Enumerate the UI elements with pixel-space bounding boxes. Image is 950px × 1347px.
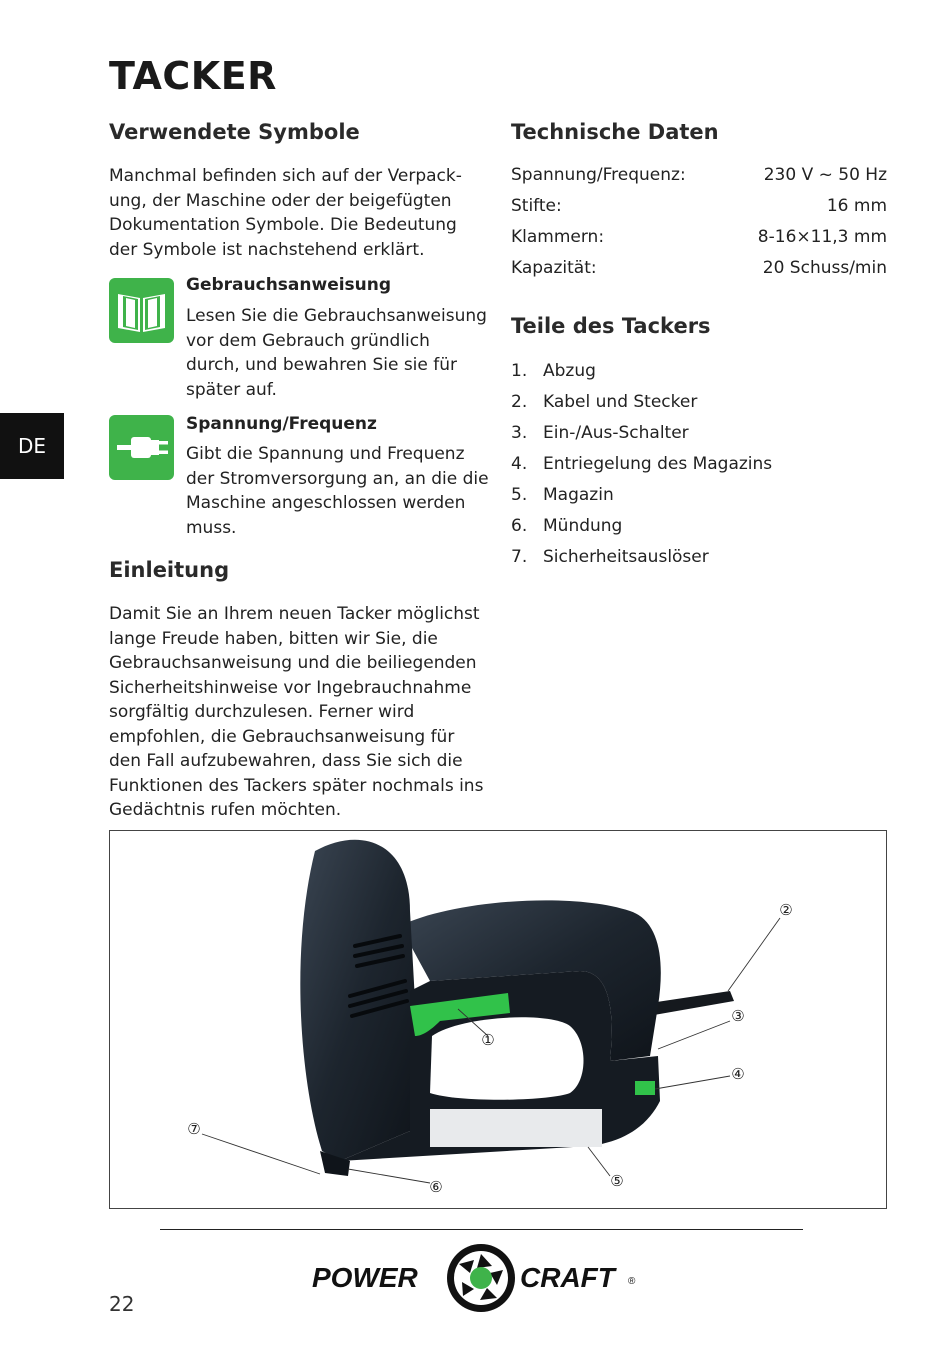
language-tab: DE (0, 413, 64, 479)
symbol-manual-title: Gebrauchsanweisung (186, 275, 392, 295)
list-item: 2. Kabel und Stecker (511, 392, 698, 412)
spec-value: 8-16×11,3 mm (757, 227, 887, 247)
spec-label: Klammern: (511, 227, 605, 247)
page-number: 22 (109, 1292, 135, 1316)
callout-5: ⑤ (610, 1172, 624, 1190)
tech-data-table (511, 160, 887, 284)
callout-4: ④ (731, 1065, 745, 1083)
right-column (511, 118, 887, 573)
list-item: 5. Magazin (511, 485, 614, 505)
symbol-voltage-description: Gibt die Spannung und Frequenz der Stromversorgung an, an die die Maschine angeschlossen werden muss. (186, 444, 489, 538)
brand-logo (312, 1240, 642, 1316)
spec-value: 20 Schuss/min (762, 258, 887, 278)
symbol-voltage (109, 412, 491, 542)
spec-row (511, 191, 887, 222)
symbols-heading: Verwendete Symbole (109, 120, 360, 144)
grip-opening (430, 1017, 584, 1099)
footer-divider (160, 1229, 803, 1230)
symbol-voltage-text (186, 412, 491, 540)
introduction-heading: Einleitung (109, 558, 230, 582)
parts-list (511, 356, 887, 573)
left-column (109, 118, 491, 820)
brand-left: POWER (312, 1262, 418, 1293)
tool-head (300, 840, 415, 1161)
symbol-manual (109, 273, 491, 403)
callout-3: ③ (731, 1007, 745, 1025)
list-item: 1. Abzug (511, 361, 596, 381)
tacker-figure (109, 830, 887, 1209)
parts-heading: Teile des Tackers (511, 314, 711, 338)
spec-value: 16 mm (826, 196, 887, 216)
spec-label: Kapazität: (511, 258, 597, 278)
symbols-intro: Manchmal befinden sich auf der Verpack- ung, der Maschine oder der beigefügten Dokumentation Symbole. Die Bedeutung der Symbole ist nachstehend erklärt. (109, 166, 462, 260)
tech-data-heading: Technische Daten (511, 120, 719, 144)
magazine-label (430, 1109, 602, 1147)
spec-row (511, 160, 887, 191)
spec-row (511, 253, 887, 284)
tacker-illustration (110, 831, 886, 1208)
power-plug-icon (109, 415, 174, 480)
symbol-manual-description: Lesen Sie die Gebrauchsanweisung vor dem Gebrauch gründlich durch, und bewahren Sie sie für später auf. (186, 306, 487, 400)
callout-7: ⑦ (187, 1120, 201, 1138)
symbol-manual-text (186, 273, 491, 402)
list-item: 3. Ein-/Aus-Schalter (511, 423, 689, 443)
power-cord (650, 991, 734, 1015)
callout-1: ① (481, 1031, 495, 1049)
registered-mark: ® (628, 1276, 636, 1287)
list-item: 7. Sicherheitsauslöser (511, 547, 709, 567)
symbol-voltage-title: Spannung/Frequenz (186, 414, 377, 434)
page-title: TACKER (109, 54, 277, 98)
introduction-text: Damit Sie an Ihrem neuen Tacker möglichst lange Freude haben, bitten wir Sie, die Gebrauchsanweisung und die beiliegenden Sicherheitshinweise vor Ingebrauchnahme sorgfältig durchzulesen. Ferner wird empfohlen, die Gebrauchsanweisung für den Fall aufzubewahren, dass Sie sich die Funktionen des Tackers später nochmals ins Gedächtnis rufen möchten. (109, 604, 484, 820)
brand-right: CRAFT (520, 1262, 615, 1293)
open-book-icon (109, 278, 174, 343)
spec-label: Stifte: (511, 196, 562, 216)
spec-row (511, 222, 887, 253)
spec-label: Spannung/Frequenz: (511, 165, 686, 185)
list-item: 4. Entriegelung des Magazins (511, 454, 773, 474)
callout-2: ② (779, 901, 793, 919)
introduction-section (109, 556, 491, 823)
magazine-release (635, 1081, 655, 1095)
callout-6: ⑥ (429, 1178, 443, 1196)
list-item: 6. Mündung (511, 516, 623, 536)
spec-value: 230 V ~ 50 Hz (763, 165, 887, 185)
